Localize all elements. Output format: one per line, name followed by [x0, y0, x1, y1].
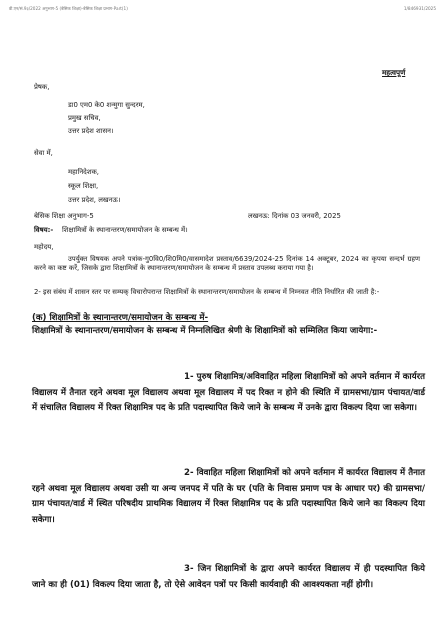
list-item: [32, 466, 425, 528]
salutation: महोदय,: [34, 243, 54, 251]
letter-date: लखनऊ: दिनांक 03 जनवरी, 2025: [248, 212, 341, 220]
section-heading: (क) शिक्षामित्रों के स्थानान्तरण/समायोजन के सम्बन्ध में-: [32, 313, 209, 323]
list-item-number: 1-: [184, 372, 194, 382]
recipient-label: सेवा में,: [34, 149, 53, 157]
list-item-number: 2-: [184, 468, 194, 478]
subject-label: विषय:-: [34, 226, 54, 234]
recipient-line2: स्कूल शिक्षा,: [68, 182, 99, 190]
list-item: [32, 370, 425, 417]
list-item-text: पुरुष शिक्षामित्र/अविवाहित महिला शिक्षामित्रों को अपने वर्तमान में कार्यरत विद्यालय में तैनात रहने अथवा मूल विद्यालय अथवा मूल विद्यालय में पद रिक्त न होने की स्थिति में ग्रामसभा/ग्राम पंचायत/वार्ड में संचालित विद्यालय में रिक्त शिक्षामित्र पद के प्रति पदास्थापित किये जाने के सम्बन्ध में उनके द्वारा विकल्प दिया जा सकेगा।: [32, 372, 425, 414]
list-item-text: जिन शिक्षामित्रों के द्वारा अपने कार्यरत विद्यालय में ही पदस्थापित किये जाने का ही (01) विकल्प दिया जाता है, तो ऐसे आवेदन पत्रों पर किसी कार्यवाही की आवश्यकता नहीं होगी।: [32, 564, 425, 590]
list-item-text: विवाहित महिला शिक्षामित्रों को अपने वर्तमान में कार्यरत विद्यालय में तैनात रहने अथवा मूल विद्यालय अथवा उसी या अन्य जनपद में पति के घर (पति के निवास प्रमाण पत्र के आधार पर) की ग्रामसभा/ग्राम पंचायत/वार्ड में स्थित परिषदीय प्राथमिक विद्यालय में रिक्त शिक्षामित्र पद के प्रति पदास्थापित किये जाने का विकल्प दिया सकेगा।: [32, 468, 425, 525]
sender-name: डा0 एम0 के0 शन्मुगा सुन्दरम,: [68, 101, 145, 109]
list-item-number: 3-: [184, 564, 194, 574]
sender-designation: प्रमुख सचिव,: [68, 114, 101, 122]
recipient-line3: उत्तर प्रदेश, लखनऊ।: [68, 196, 121, 204]
sender-label: प्रेषक,: [34, 83, 50, 91]
header-document-number: 1/846931/2025: [403, 6, 436, 11]
department-name: बेसिक शिक्षा अनुभाग-5: [34, 212, 94, 220]
paragraph-2: 2- इस संबंध में शासन स्तर पर सम्यक् विचारोपरान्त शिक्षामित्रों के स्थानान्तरण/समायोजन के सम्बन्ध में निम्नवत नीति निर्धारित की जाती है:-: [34, 288, 380, 296]
sender-org: उत्तर प्रदेश शासन।: [68, 127, 114, 135]
subject-text: शिक्षामित्रों के स्थानान्तरण/समायोजन के सम्बन्ध में।: [62, 226, 188, 234]
important-label: महत्वपूर्ण: [382, 68, 406, 77]
recipient-line1: महानिदेशक,: [68, 168, 99, 176]
paragraph-1: उपर्युक्त विषयक अपने पत्रांक-गु0वि0/शि0मि0/वासमादेश प्रस्ताव/6639/2024-25 दिनांक 14 अक्टूबर, 2024 का कृपया सन्दर्भ ग्रहण करने का कष्ट करें, जिसके द्वारा शिक्षामित्रों के स्थानान्तरण/समायोजन के सम्बन्ध में प्रस्ताव उपलब्ध कराया गया है।: [34, 255, 420, 273]
list-item: [32, 562, 425, 593]
header-reference: डी.एन/सं.9३/2022 अनुभाग-5 (बेसिक शिक्षा)-बेसिक शिक्षा प्रभाग-Part(1): [9, 6, 128, 11]
section-intro: शिक्षामित्रों के स्थानान्तरण/समायोजन के सम्बन्ध में निम्नलिखित श्रेणी के शिक्षामित्रों को सम्मिलित किया जायेगा:-: [32, 326, 378, 336]
